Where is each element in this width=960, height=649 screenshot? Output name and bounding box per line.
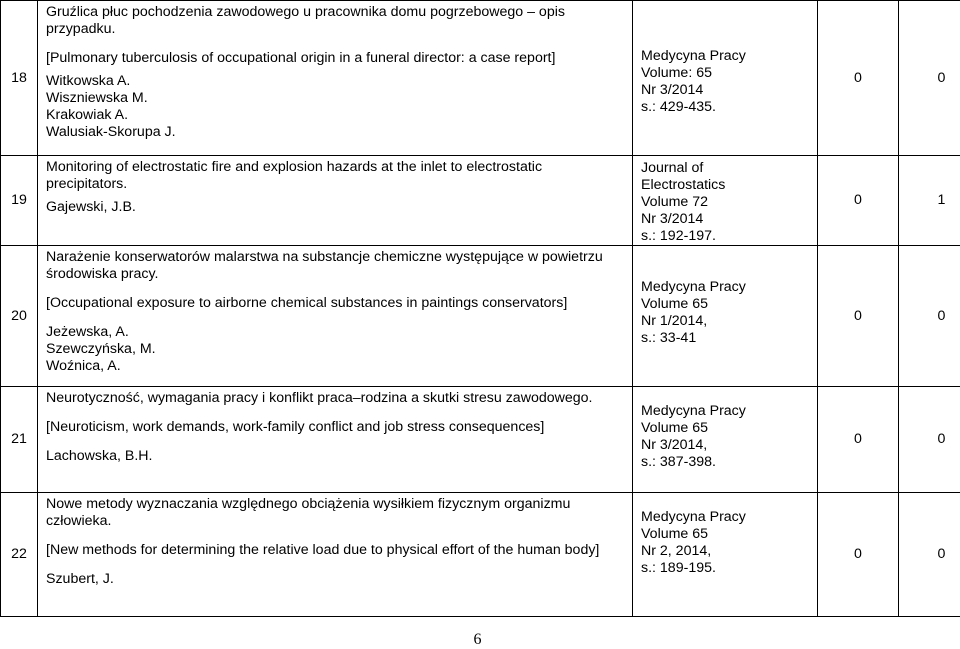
source-cell xyxy=(633,156,818,246)
source-line: Journal of xyxy=(641,160,704,176)
author: Szewczyńska, M. xyxy=(46,341,156,357)
author: Krakowiak A. xyxy=(46,107,129,123)
author: Woźnica, A. xyxy=(46,358,121,374)
source-line: Volume 65 xyxy=(641,526,709,542)
count-cell-2: 1 xyxy=(899,156,960,246)
source-line: Electrostatics xyxy=(641,177,726,193)
source-line: Volume 65 xyxy=(641,296,709,312)
source-cell xyxy=(633,246,818,387)
row-number: 18 xyxy=(1,1,38,156)
table-row xyxy=(1,246,960,387)
table-row xyxy=(1,156,960,246)
count-cell-1: 0 xyxy=(818,387,899,493)
source-line: s.: 189-195. xyxy=(641,560,716,576)
title-polish: Gruźlica płuc pochodzenia zawodowego u pracownika domu pogrzebowego – opis przypadku. xyxy=(46,4,565,37)
author: Lachowska, B.H. xyxy=(46,448,153,464)
title-english: [Pulmonary tuberculosis of occupational origin in a funeral director: a case report] xyxy=(46,50,556,66)
count-cell-2: 0 xyxy=(899,493,960,617)
source-line: s.: 33-41 xyxy=(641,330,697,346)
author: Szubert, J. xyxy=(46,571,114,587)
source-line: Nr 2, 2014, xyxy=(641,543,712,559)
publication-entry xyxy=(38,156,633,246)
author: Gajewski, J.B. xyxy=(46,199,136,215)
table-row xyxy=(1,387,960,493)
count-cell-2: 0 xyxy=(899,387,960,493)
source-line: Nr 3/2014 xyxy=(641,82,704,98)
source-line: Medycyna Pracy xyxy=(641,403,746,419)
title-polish: Narażenie konserwatorów malarstwa na substancje chemiczne występujące w powietrzu środowiska pracy. xyxy=(46,249,603,282)
source-line: Medycyna Pracy xyxy=(641,48,746,64)
count-cell-2: 0 xyxy=(899,1,960,156)
publication-entry xyxy=(38,246,633,387)
table-row xyxy=(1,1,960,156)
count-cell-2: 0 xyxy=(899,246,960,387)
source-line: Volume 72 xyxy=(641,194,709,210)
row-number: 19 xyxy=(1,156,38,246)
title-english: [Neuroticism, work demands, work-family conflict and job stress consequences] xyxy=(46,419,545,435)
title-polish: Neurotyczność, wymagania pracy i konflikt praca–rodzina a skutki stresu zawodowego. xyxy=(46,390,593,406)
count-cell-1: 0 xyxy=(818,246,899,387)
author: Jeżewska, A. xyxy=(46,324,129,340)
source-cell xyxy=(633,1,818,156)
source-line: Nr 3/2014 xyxy=(641,211,704,227)
count-cell-1: 0 xyxy=(818,493,899,617)
source-cell xyxy=(633,493,818,617)
row-number: 21 xyxy=(1,387,38,493)
row-number: 22 xyxy=(1,493,38,617)
source-line: s.: 387-398. xyxy=(641,454,716,470)
source-line: Volume 65 xyxy=(641,420,709,436)
source-line: Nr 3/2014, xyxy=(641,437,708,453)
table-row xyxy=(1,493,960,617)
row-number: 20 xyxy=(1,246,38,387)
source-line: Volume: 65 xyxy=(641,65,712,81)
page-number: 6 xyxy=(473,631,482,648)
title-polish: Nowe metody wyznaczania względnego obciążenia wysiłkiem fizycznym organizmu człowieka. xyxy=(46,496,571,529)
source-cell xyxy=(633,387,818,493)
author: Wiszniewska M. xyxy=(46,90,148,106)
source-line: s.: 192-197. xyxy=(641,228,716,244)
title-english: Monitoring of electrostatic fire and explosion hazards at the inlet to electrostatic precipitators. xyxy=(46,159,543,192)
publication-entry xyxy=(38,387,633,493)
count-cell-1: 0 xyxy=(818,1,899,156)
author: Witkowska A. xyxy=(46,73,131,89)
title-english: [New methods for determining the relative load due to physical effort of the human body] xyxy=(46,542,600,558)
source-line: s.: 429-435. xyxy=(641,99,716,115)
publication-entry xyxy=(38,1,633,156)
source-line: Medycyna Pracy xyxy=(641,509,746,525)
title-english: [Occupational exposure to airborne chemical substances in paintings conservators] xyxy=(46,295,568,311)
author: Walusiak-Skorupa J. xyxy=(46,124,176,140)
source-line: Nr 1/2014, xyxy=(641,313,708,329)
count-cell-1: 0 xyxy=(818,156,899,246)
publication-entry xyxy=(38,493,633,617)
source-line: Medycyna Pracy xyxy=(641,279,746,295)
